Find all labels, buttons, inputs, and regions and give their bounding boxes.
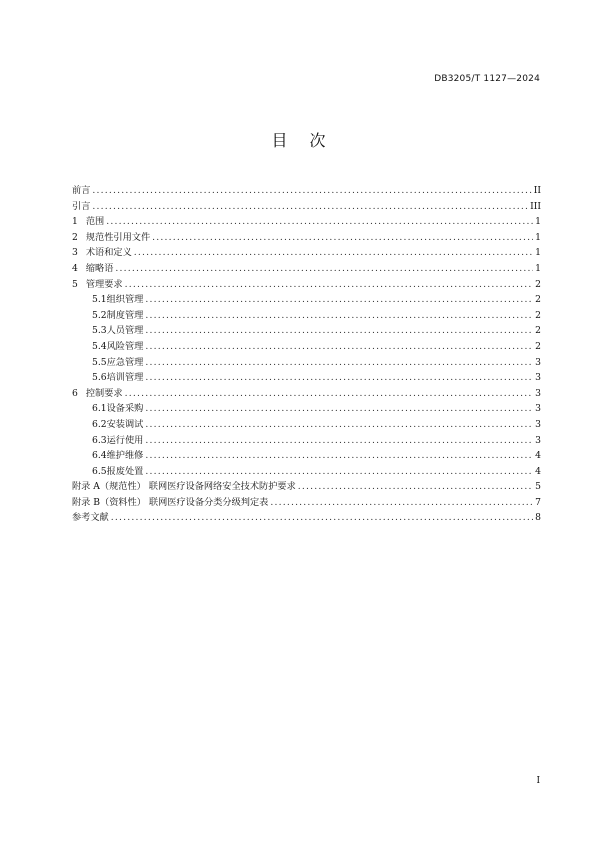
toc-entry[interactable] [72,277,541,293]
dot-leader [92,199,528,215]
dot-leader [145,339,533,355]
toc-entry[interactable] [72,370,541,386]
toc-entry-label: 管理要求 [85,278,123,290]
toc-entry[interactable] [72,510,541,526]
dot-leader [145,370,533,386]
toc-entry-label: 风险管理 [106,340,144,352]
toc-entry-label: 制度管理 [106,309,144,321]
toc-entry[interactable] [72,495,541,511]
toc-entry-page: 1 [535,216,541,228]
toc-entry-number: 5.3 [92,325,107,337]
dot-leader [145,433,533,449]
toc-entry[interactable] [72,245,541,261]
toc-entry-page: 3 [535,418,541,430]
toc-entry-page: 2 [535,278,541,290]
toc-entry-page: 3 [535,356,541,368]
toc-entry[interactable] [72,261,541,277]
toc-entry-page: 3 [535,372,541,384]
toc-entry[interactable] [72,308,541,324]
dot-leader [145,401,533,417]
toc-entry-number: 6.1 [92,403,107,415]
toc-entry-page: 3 [535,387,541,399]
toc-entry-label: 附录 A（规范性） 联网医疗设备网络安全技术防护要求 [72,481,296,493]
toc-entry-number: 3 [72,247,78,259]
toc-entry-page: 1 [535,231,541,243]
toc-entry[interactable] [72,401,541,417]
toc-entry-page: 4 [535,450,541,462]
toc-entry-number: 5.1 [92,294,107,306]
toc-entry-page: III [530,200,541,212]
toc-entry-label: 安装调试 [106,418,144,430]
dot-leader [298,479,533,495]
toc-entry-number: 2 [72,231,78,243]
toc-entry[interactable] [72,292,541,308]
toc-entry[interactable] [72,464,541,480]
toc-entry-number: 5.6 [92,372,107,384]
toc-entry-page: 5 [535,481,541,493]
toc-entry-page: 4 [535,465,541,477]
toc-entry-label: 控制要求 [85,387,123,399]
toc-entry-page: 2 [535,309,541,321]
document-code: DB3205/T 1127—2024 [434,74,540,84]
toc-entry-number: 5.4 [92,340,107,352]
toc-entry-number: 6.2 [92,418,107,430]
dot-leader [145,417,533,433]
toc-entry-number: 4 [72,262,78,274]
dot-leader [152,230,533,246]
dot-leader [145,292,533,308]
toc-entry-page: 3 [535,434,541,446]
toc-entry-number: 5 [72,278,78,290]
dot-leader [145,308,533,324]
toc-entry[interactable] [72,199,541,215]
toc-entry[interactable] [72,230,541,246]
toc-entry-page: 3 [535,403,541,415]
dot-leader [111,510,533,526]
toc-entry-page: 2 [535,340,541,352]
dot-leader [145,448,533,464]
toc-entry[interactable] [72,417,541,433]
toc-entry[interactable] [72,448,541,464]
dot-leader [115,261,533,277]
dot-leader [270,495,533,511]
dot-leader [106,214,533,230]
toc-entry[interactable] [72,433,541,449]
dot-leader [145,355,533,371]
dot-leader [92,183,531,199]
toc-entry-number: 6.4 [92,450,107,462]
dot-leader [134,245,533,261]
toc-entry-label: 附录 B（资料性） 联网医疗设备分类分级判定表 [72,496,269,508]
toc-entry-label: 前言 [72,185,91,196]
toc-entry-label: 参考文献 [72,512,109,524]
toc-entry-label: 报废处置 [106,465,144,477]
page-title: 目次 [271,131,348,150]
toc-entry[interactable] [72,355,541,371]
toc-entry-number: 5.5 [92,356,107,368]
toc-entry-number: 6.3 [92,434,107,446]
toc-entry-label: 培训管理 [106,372,144,384]
toc-entry[interactable] [72,183,541,199]
dot-leader [125,386,533,402]
toc-entry[interactable] [72,339,541,355]
toc-entry-label: 维护维修 [106,450,144,462]
toc-entry-number: 1 [72,216,78,228]
toc-entry-label: 运行使用 [106,434,144,446]
dot-leader [125,277,533,293]
toc-entry-label: 范围 [85,216,105,228]
toc-entry-label: 规范性引用文件 [85,231,151,243]
toc-entry-page: 1 [535,247,541,259]
dot-leader [145,464,533,480]
toc-entry-label: 缩略语 [85,262,114,274]
toc-entry-page: 2 [535,325,541,337]
toc-entry-label: 组织管理 [106,294,144,306]
toc-entry-page: 8 [535,512,541,524]
toc-entry-number: 6.5 [92,465,107,477]
toc-entry-label: 人员管理 [106,325,144,337]
toc-entry[interactable] [72,323,541,339]
page-number: I [536,776,540,786]
toc-entry[interactable] [72,214,541,230]
dot-leader [145,323,533,339]
toc-entry[interactable] [72,386,541,402]
toc-entry-page: 1 [535,262,541,274]
toc-entry[interactable] [72,479,541,495]
toc-entry-label: 应急管理 [106,356,144,368]
toc-entry-label: 设备采购 [106,403,144,415]
table-of-contents [72,183,541,526]
toc-entry-page: 7 [535,496,541,508]
toc-entry-number: 5.2 [92,309,107,321]
toc-entry-label: 引言 [72,200,91,212]
toc-entry-number: 6 [72,387,78,399]
toc-entry-page: 2 [535,294,541,306]
toc-entry-label: 术语和定义 [85,247,132,259]
toc-entry-page: II [533,185,541,196]
